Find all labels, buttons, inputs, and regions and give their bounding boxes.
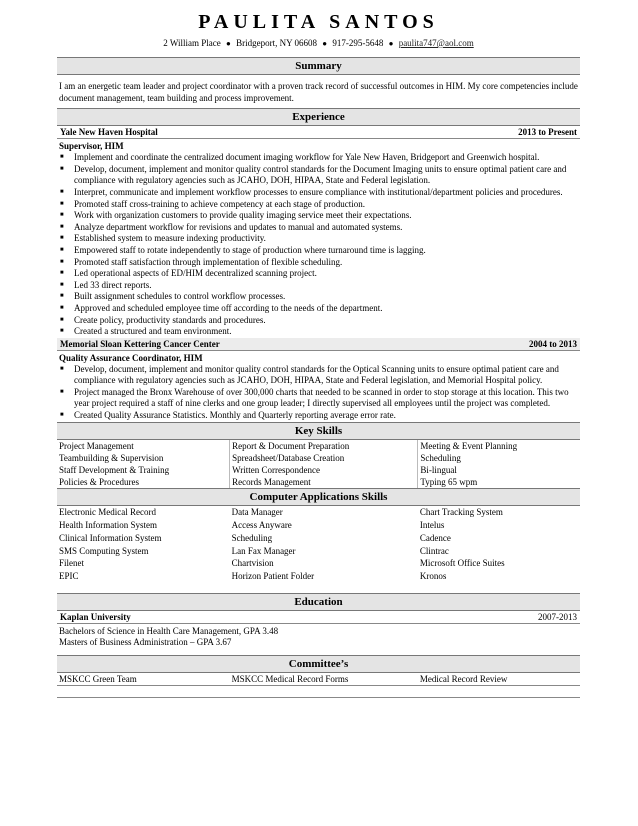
key-skill-item: Bi-lingual (420, 465, 457, 476)
job-bullet: ■ Create policy, productivity standards and procedures. (57, 315, 580, 327)
computer-skill-item: Kronos (419, 570, 447, 581)
degree-line: Masters of Business Administration – GPA 3.67 (59, 637, 232, 648)
job-bullet: ■ Promoted staff cross-training to achieve competency at each stage of production. (57, 199, 580, 211)
computer-skill-item: Access Anyware (231, 520, 292, 531)
job-bullet: ■ Develop, document, implement and monitor quality control standards for the Document Imaging units to ensure optimal patient care and compliance with regulatory agencies such as JCAHO, DOH, HIPAA, State and Federal legislation. (57, 164, 580, 187)
computer-skill-item: Chart Tracking System (419, 507, 503, 518)
computer-skill-item: EPIC (59, 570, 79, 581)
email-link[interactable]: paulita747@aol.com (398, 38, 474, 48)
summary-heading: Summary (57, 57, 580, 75)
skills-row (57, 519, 580, 532)
key-skill-item: Records Management (230, 476, 418, 488)
candidate-name: PAULITA SANTOS (198, 11, 439, 33)
computer-skill-item: SMS Computing System (59, 545, 149, 556)
job-bullet: ■ Work with organization customers to provide quality imaging service meet their expectations. (57, 210, 580, 222)
job-bullet-list (57, 152, 580, 338)
computer-skill-item: Cadence (419, 532, 451, 543)
computer-skill-item: Lan Fax Manager (231, 545, 296, 556)
job-bullet: ■ Interpret, communicate and implement workflow processes to ensure compliance with institutional/department policies and procedures. (57, 187, 580, 199)
key-skills-heading: Key Skills (57, 422, 580, 440)
degree-list (57, 626, 580, 649)
key-skill-item: Written Correspondence (230, 464, 418, 476)
job-dates: 2004 to 2013 (529, 338, 577, 349)
computer-skill-item: Health Information System (59, 520, 157, 531)
job-bullet: ■ Created a structured and team environment. (57, 326, 580, 338)
job-bullet: ■ Analyze department workflow for revisions and updates to manual and automated systems. (57, 222, 580, 234)
computer-skill-item: Filenet (59, 558, 84, 569)
address: 2 William Place (163, 38, 221, 48)
summary-text: I am an energetic team leader and project coordinator with a proven track record of successful outcomes in HIM. My core competencies include document management, team building and process improvement. (59, 81, 578, 103)
key-skill-item: Report & Document Preparation (230, 440, 418, 452)
computer-skills-table (57, 506, 580, 582)
computer-skill-item: Intelus (419, 520, 445, 531)
resume-page (57, 10, 580, 698)
skills-row (57, 545, 580, 558)
job-bullet: ■ Project managed the Bronx Warehouse of over 300,000 charts that needed to be scanned in order to stop storage at this location. This two year project required a staff of nine clerks and one group leader; I directly supervised all employees until the project was completed. (57, 387, 580, 410)
degree-line: Bachelors of Science in Health Care Management, GPA 3.48 (59, 625, 279, 636)
skills-row (57, 464, 580, 476)
key-skill-item: Spreadsheet/Database Creation (230, 452, 418, 464)
employer-name: Yale New Haven Hospital (60, 127, 158, 138)
experience-heading: Experience (57, 108, 580, 126)
skills-row (57, 557, 580, 570)
key-skill-item: Typing 65 wpm (420, 477, 478, 488)
skills-row (57, 570, 580, 583)
skills-row (57, 532, 580, 545)
experience-list (57, 126, 580, 421)
computer-skill-item: Microsoft Office Suites (419, 558, 505, 569)
computer-skills-heading: Computer Applications Skills (57, 488, 580, 506)
job-bullet: ■ Empowered staff to rotate independently to stage of production where turnaround time is lagging. (57, 245, 580, 257)
bullet-dot-icon: ● (388, 39, 394, 48)
job-bullet: ■ Established system to measure indexing productivity. (57, 233, 580, 245)
city: Bridgeport, NY 06608 (236, 38, 317, 48)
computer-skill-item: Scheduling (231, 532, 273, 543)
job-bullet: ■ Approved and scheduled employee time off according to the needs of the department. (57, 303, 580, 315)
bullet-dot-icon: ● (225, 39, 231, 48)
job-dates: 2013 to Present (518, 127, 577, 138)
closing-rule (57, 686, 580, 698)
computer-skill-item: Clinical Information System (59, 532, 162, 543)
education-heading: Education (57, 593, 580, 611)
computer-skill-item: Electronic Medical Record (59, 507, 156, 518)
education-dates: 2007-2013 (538, 611, 577, 622)
key-skill-item: Meeting & Event Planning (420, 440, 518, 451)
bullet-dot-icon: ● (322, 39, 328, 48)
computer-skill-item: Horizon Patient Folder (231, 570, 315, 581)
skills-row (57, 452, 580, 464)
job-bullet: ■ Led 33 direct reports. (57, 280, 580, 292)
computer-skill-item: Data Manager (231, 507, 283, 518)
job-title: Quality Assurance Coordinator, HIM (59, 352, 203, 363)
computer-skill-item: Clintrac (419, 545, 449, 556)
key-skill-item: Staff Development & Training (57, 464, 230, 476)
committee-item: Medical Record Review (419, 673, 508, 684)
key-skill-item: Scheduling (420, 452, 461, 463)
job-bullet-list (57, 364, 580, 422)
committees-heading: Committee’s (57, 655, 580, 673)
job-bullet: ■ Implement and coordinate the centralized document imaging workflow for Yale New Haven, Bridgeport and Greenwich hospital. (57, 152, 580, 164)
committee-item: MSKCC Medical Record Forms (231, 673, 349, 684)
key-skill-item: Policies & Procedures (57, 476, 230, 488)
job-bullet: ■ Built assignment schedules to control workflow processes. (57, 291, 580, 303)
skills-row (57, 506, 580, 519)
job-header-row (57, 338, 580, 351)
job-bullet: ■ Created Quality Assurance Statistics. Monthly and Quarterly reporting average error rate. (57, 410, 580, 422)
committees-row (57, 673, 580, 686)
contact-line (57, 37, 580, 50)
committee-item: MSKCC Green Team (59, 673, 137, 684)
job-bullet: ■ Led operational aspects of ED/HIM decentralized scanning project. (57, 268, 580, 280)
education-school-row (57, 611, 580, 624)
skills-row (57, 476, 580, 488)
key-skills-table (57, 440, 580, 489)
employer-name: Memorial Sloan Kettering Cancer Center (60, 338, 220, 349)
key-skill-item: Project Management (57, 440, 230, 452)
school-name: Kaplan University (60, 611, 131, 622)
committees-table (57, 673, 580, 686)
job-header-row (57, 126, 580, 139)
job-bullet: ■ Develop, document, implement and monitor quality control standards for the Optical Scanning units to ensure optimal patient care and compliance with regulatory agencies such as JCAHO, DOH, HIPAA, State and Federal legislation, and Memorial Hospital policy. (57, 364, 580, 387)
skills-row (57, 440, 580, 452)
computer-skill-item: Chartvision (231, 558, 274, 569)
job-bullet: ■ Promoted staff satisfaction through implementation of flexible scheduling. (57, 257, 580, 269)
phone: 917-295-5648 (332, 38, 384, 48)
key-skill-item: Teambuilding & Supervision (57, 452, 230, 464)
job-title: Supervisor, HIM (59, 141, 124, 152)
